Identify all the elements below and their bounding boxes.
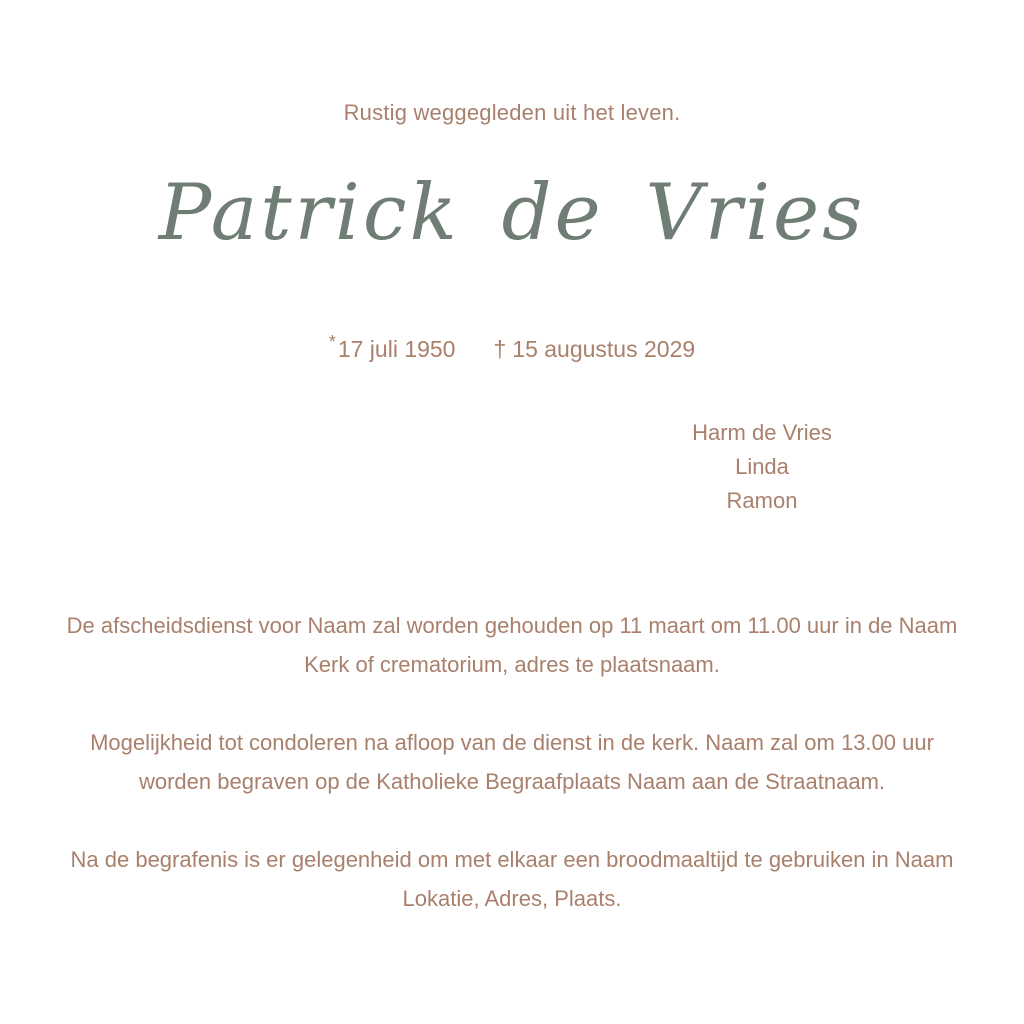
intro-line: Rustig weggegleden uit het leven. [343, 100, 681, 125]
death-date: 15 augustus 2029 [512, 336, 696, 362]
family-member: Harm de Vries [692, 420, 832, 445]
family-member: Linda [735, 454, 789, 479]
birth-date: 17 juli 1950 [337, 336, 456, 362]
service-details [62, 606, 962, 957]
family-names [652, 416, 872, 518]
condolence-paragraph: Mogelijkheid tot condoleren na afloop van de dienst in de kerk. Naam zal om 13.00 uur worden begraven op de Katholieke Begraafplaats Naam aan de Straatnaam. [90, 730, 934, 794]
life-dates [0, 332, 1024, 363]
birth-symbol: * [328, 332, 336, 352]
death-symbol: † [493, 336, 507, 362]
reception-paragraph: Na de begrafenis is er gelegenheid om met elkaar een broodmaaltijd te gebruiken in Naam Lokatie, Adres, Plaats. [70, 847, 954, 911]
service-paragraph: De afscheidsdienst voor Naam zal worden gehouden op 11 maart om 11.00 uur in de Naam Kerk of crematorium, adres te plaatsnaam. [66, 613, 958, 677]
family-member: Ramon [726, 488, 798, 513]
deceased-name: Patrick de Vries [158, 168, 866, 258]
